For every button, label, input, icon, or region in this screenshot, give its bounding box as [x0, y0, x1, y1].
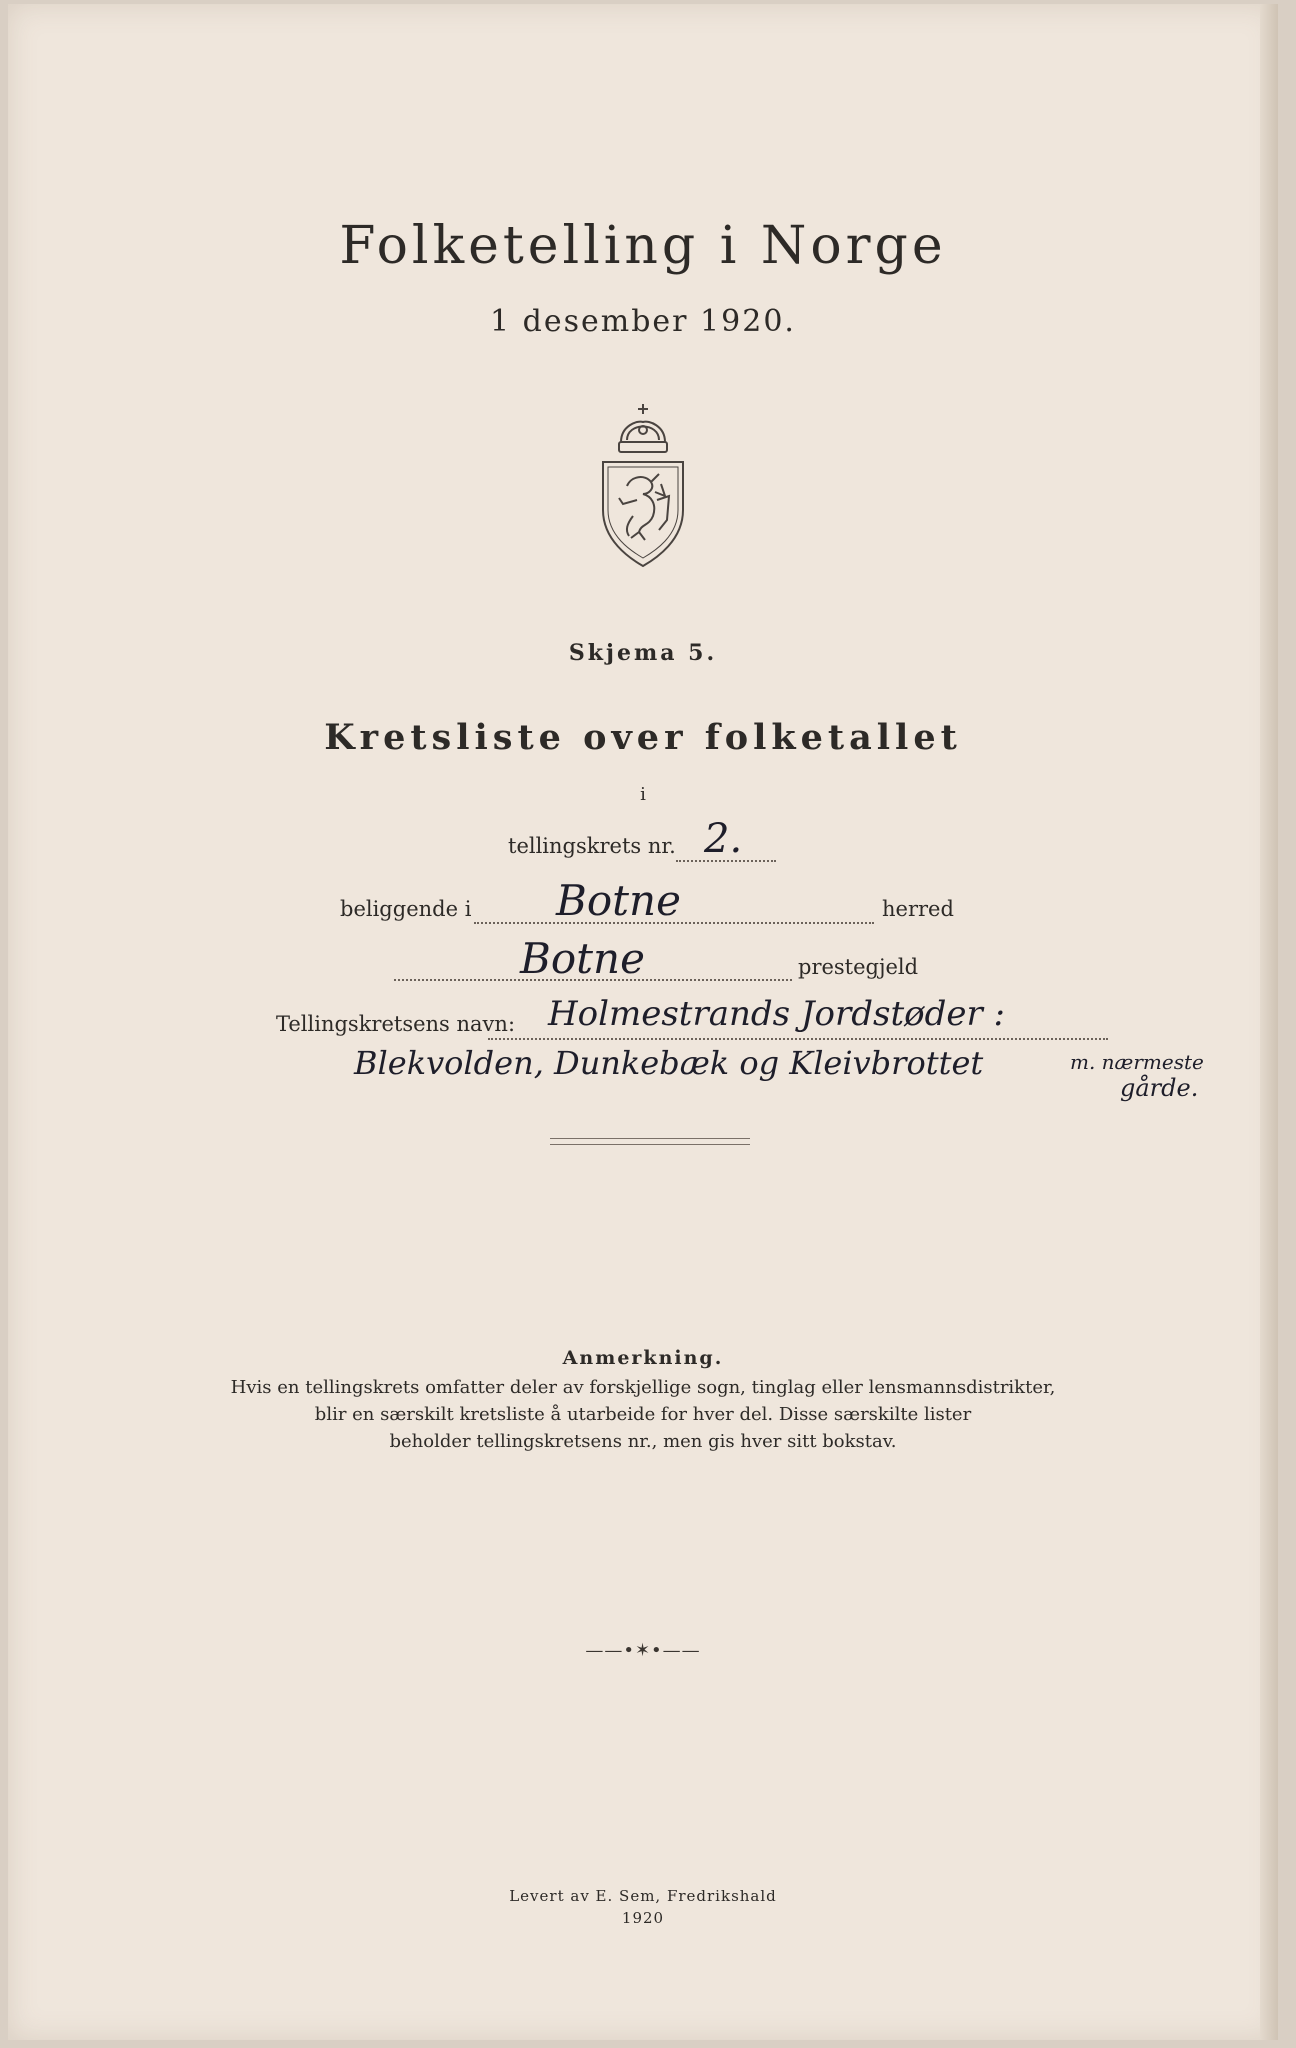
printer-credit: Levert av E. Sem, Fredrikshald — [509, 1887, 777, 1905]
ornament-divider: ——•✶•—— — [585, 1640, 701, 1661]
remark-heading: Anmerkning. — [562, 1347, 724, 1369]
divider-rule — [550, 1138, 750, 1139]
district-name-note1: m. nærmeste — [1070, 1050, 1204, 1074]
page-title: Folketelling i Norge — [339, 216, 947, 276]
district-name-label: Tellingskretsens navn: — [276, 1012, 516, 1036]
district-name-line2: Blekvolden, Dunkebæk og Kleivbrottet — [354, 1044, 984, 1082]
schema-number: Skjema 5. — [568, 640, 718, 666]
divider-rule — [550, 1144, 750, 1145]
census-form-page — [8, 4, 1278, 2040]
district-name-line — [488, 1038, 1108, 1040]
census-date: 1 desember 1920. — [490, 304, 796, 339]
district-name-line1: Holmestrands Jordstøder : — [548, 994, 1006, 1034]
district-name-note2: gårde. — [1120, 1074, 1199, 1102]
located-in-label: beliggende i — [340, 897, 472, 921]
remark-text — [8, 1374, 1278, 1455]
herred-label: herred — [882, 897, 954, 921]
print-year: 1920 — [621, 1909, 665, 1927]
herred-value: Botne — [556, 876, 681, 925]
preposition: i — [640, 784, 646, 805]
district-number-value: 2. — [704, 816, 743, 862]
district-number-label: tellingskrets nr. — [508, 834, 676, 858]
remark-line: Hvis en tellingskrets omfatter deler av forskjellige sogn, tinglag eller lensmannsdistrikter, — [230, 1377, 1056, 1398]
form-heading: Kretsliste over folketallet — [324, 717, 962, 758]
remark-line: beholder tellingskretsens nr., men gis hver sitt bokstav. — [389, 1431, 897, 1452]
parish-value: Botne — [520, 934, 645, 983]
remark-line: blir en særskilt kretsliste å utarbeide for hver del. Disse særskilte lister — [314, 1404, 972, 1425]
norwegian-coat-of-arms-icon — [597, 400, 689, 570]
parish-label: prestegjeld — [798, 955, 919, 979]
